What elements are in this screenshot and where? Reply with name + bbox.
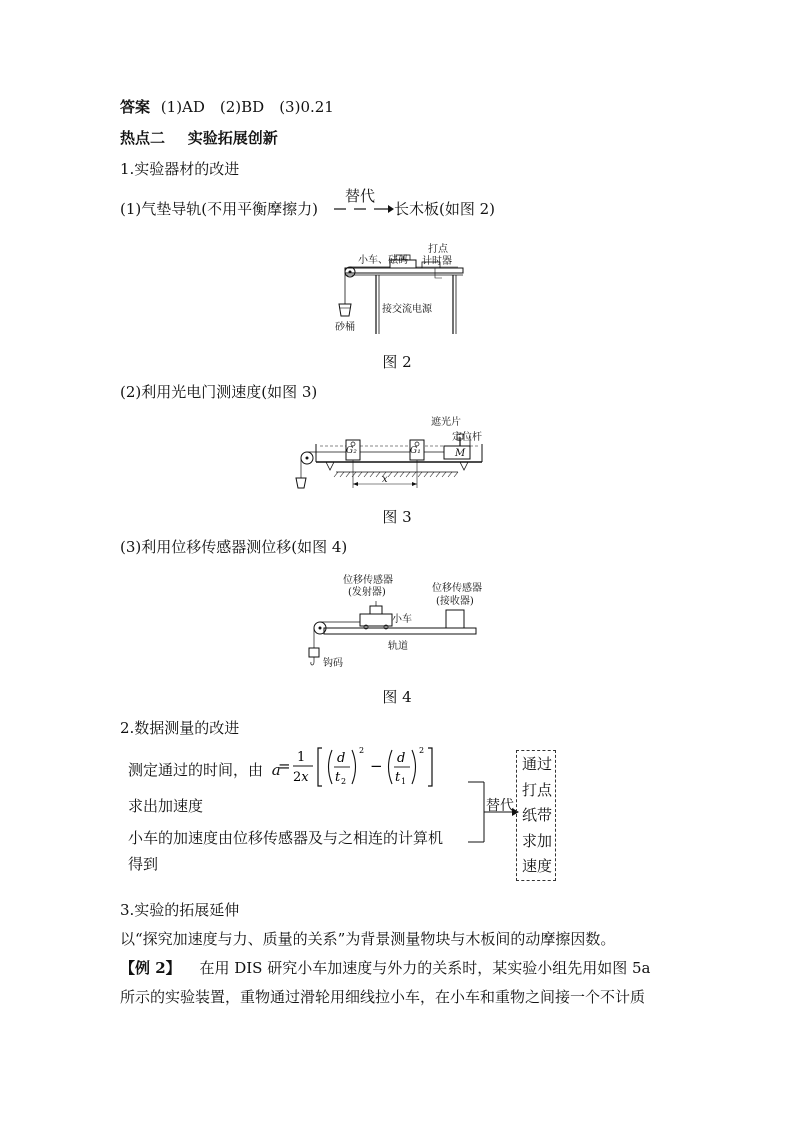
fig4-label-track: 轨道 xyxy=(388,641,408,652)
item3-text: (3)利用位移传感器测位移(如图 4) xyxy=(120,538,348,556)
item1-left: (1)气垫导轨(不用平衡摩擦力) xyxy=(120,200,318,218)
box-line-3: 纸带 xyxy=(521,806,552,824)
section3-intro: 以“探究加速度与力、质量的关系”为背景测量物块与木板间的动摩擦因数。 xyxy=(120,930,616,948)
box-line-2: 打点 xyxy=(521,780,552,799)
paper-tape-box-text xyxy=(519,752,555,880)
fig2-label-cart: 小车、砝码 xyxy=(358,255,408,266)
item2-text: (2)利用光电门测速度(如图 3) xyxy=(120,383,318,401)
answer-label: 答案 xyxy=(120,98,151,116)
answer-text: (1)AD (2)BD (3)0.21 xyxy=(160,98,334,116)
svg-text:2: 2 xyxy=(419,746,425,755)
fig4-caption: 图 4 xyxy=(382,688,412,706)
example-line-1-text: 在用 DIS 研究小车加速度与外力的关系时，某实验小组先用如图 5a xyxy=(199,959,651,977)
svg-text:t: t xyxy=(335,770,341,785)
svg-text:1: 1 xyxy=(297,750,306,765)
section2-line3: 小车的加速度由位移传感器及与之相连的计算机 xyxy=(128,829,444,847)
section2-line4: 得到 xyxy=(128,855,159,873)
example-line-1 xyxy=(120,958,650,978)
section2-title: 2.数据测量的改进 xyxy=(120,719,240,737)
fig2-label-timer-2: 计时器 xyxy=(422,256,452,267)
fig4-label-sender-2: (发射器) xyxy=(348,587,386,598)
fig4-label-sender-1: 位移传感器 xyxy=(343,575,393,586)
fig4-label-receiver-2: (接收器) xyxy=(436,596,474,607)
fig4-label-cart: 小车 xyxy=(392,614,412,625)
fig4-label-hook: 钩码 xyxy=(323,658,343,669)
formula-prefix-text: 测定通过的时间，由 xyxy=(128,761,264,779)
section1-title: 1.实验器材的改进 xyxy=(120,160,240,178)
fig3-label-rod: 定位杆 xyxy=(452,432,482,443)
replace-label: 替代 xyxy=(486,798,514,814)
replace-arrow-icon xyxy=(332,202,394,216)
example-label: 【例 2】 xyxy=(120,959,181,977)
fig3-caption: 图 3 xyxy=(382,508,412,526)
example-line-2: 所示的实验装置，重物通过滑轮用细线拉小车，在小车和重物之间接一个不计质 xyxy=(120,988,646,1006)
svg-text:d: d xyxy=(337,751,346,766)
box-line-5: 速度 xyxy=(521,857,552,875)
svg-text:−: − xyxy=(370,757,383,775)
section2-line2: 求出加速度 xyxy=(128,797,204,815)
fig2-label-timer-1: 打点 xyxy=(428,244,448,255)
formula-expression xyxy=(278,744,466,790)
svg-text:1: 1 xyxy=(401,777,407,786)
svg-text:d: d xyxy=(397,751,406,766)
formula-var: a xyxy=(271,761,281,779)
hotspot-heading xyxy=(120,128,278,148)
hotspot-title: 实验拓展创新 xyxy=(187,129,278,147)
fig3-label-m: M xyxy=(455,448,466,459)
fig3-label-shade: 遮光片 xyxy=(431,417,461,428)
formula-prefix xyxy=(128,760,281,780)
svg-text:2: 2 xyxy=(359,746,365,755)
svg-text:2: 2 xyxy=(341,777,347,786)
hotspot-label: 热点二 xyxy=(120,129,166,147)
answer-line xyxy=(120,97,334,117)
svg-text:=: = xyxy=(278,757,291,775)
fig4-label-receiver-1: 位移传感器 xyxy=(432,583,482,594)
box-line-4: 求加 xyxy=(521,831,552,850)
fig3-label-g2: G₂ xyxy=(346,446,357,456)
section3-title: 3.实验的拓展延伸 xyxy=(120,901,240,919)
fig3-label-g1: G₁ xyxy=(410,446,421,456)
fig2-caption: 图 2 xyxy=(382,353,412,371)
svg-text:t: t xyxy=(395,770,401,785)
fig2-label-power: 接交流电源 xyxy=(382,304,432,315)
item1-right: 长木板(如图 2) xyxy=(394,200,496,218)
box-line-1: 通过 xyxy=(521,755,552,773)
fig3-label-x: x xyxy=(382,474,388,485)
fig2-label-bucket: 砂桶 xyxy=(335,322,355,333)
svg-text:2x: 2x xyxy=(293,770,309,785)
replace-arrow-label: 替代 xyxy=(344,187,375,205)
